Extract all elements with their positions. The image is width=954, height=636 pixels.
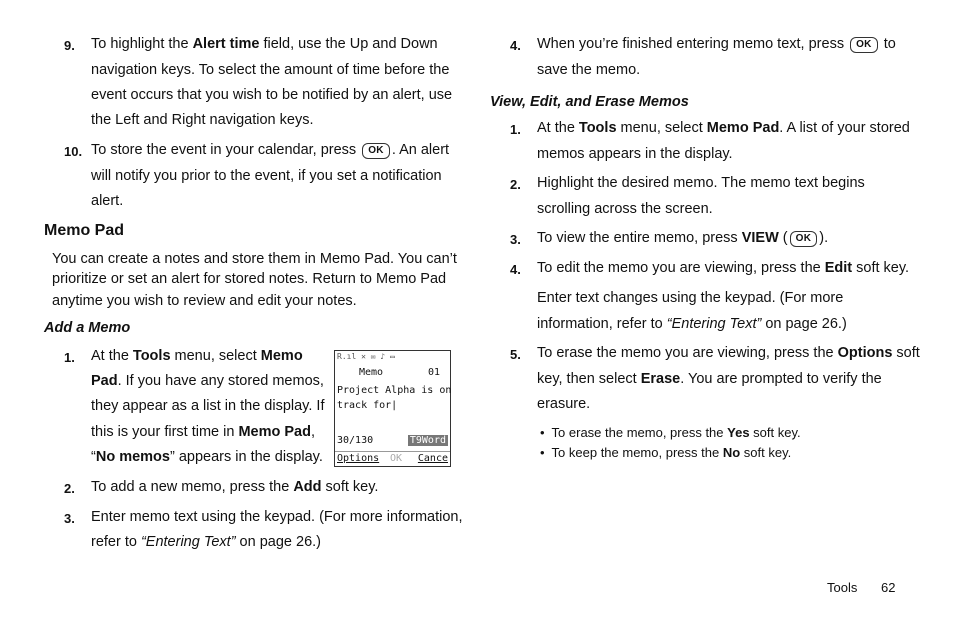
step-number: 10. (64, 144, 83, 159)
step-text: To view the entire memo, press VIEW ( OK ). (537, 230, 829, 246)
step-number: 2. (510, 177, 521, 192)
section-heading: Memo Pad (44, 222, 125, 239)
step-number: 1. (64, 350, 75, 365)
paragraph-line: You can create a notes and store them in Memo Pad. You can’t (52, 251, 457, 267)
subsection-heading: View, Edit, and Erase Memos (490, 94, 689, 110)
step-text: Highlight the desired memo. The memo text begins (537, 175, 865, 191)
paragraph-line: anytime you wish to review and edit your notes. (52, 293, 357, 309)
step-number: 9. (64, 38, 75, 53)
ok-key-icon: OK (362, 143, 390, 159)
step-text: the Left and Right navigation keys. (91, 112, 314, 128)
step-text: navigation keys. To select the amount of time before the (91, 62, 450, 78)
input-mode-badge: T9Word (409, 435, 446, 446)
bullet-item: • To erase the memo, press the Yes soft key. (540, 425, 801, 440)
step-text: information, refer to “Entering Text” on page 26.) (537, 316, 847, 332)
bullet-item: • To keep the memo, press the No soft key. (540, 445, 792, 460)
phone-screen-image (334, 350, 451, 467)
softkey-bar (335, 451, 450, 466)
step-text: Pad. If you have any stored memos, (91, 373, 324, 389)
char-count: 30/130 (337, 435, 374, 446)
step-text: key, then select Erase. You are prompted to verify the (537, 371, 882, 387)
step-text: To erase the memo you are viewing, press the Options soft (537, 345, 920, 361)
step-number: 3. (510, 232, 521, 247)
step-text: they appear as a list in the display. If (91, 398, 325, 414)
ok-key-icon: OK (790, 231, 818, 247)
softkey-ok: OK (390, 453, 403, 464)
step-text: alert. (91, 193, 124, 209)
step-text: will notify you prior to the event, if you set a notification (91, 168, 442, 184)
step-text: save the memo. (537, 62, 641, 78)
step-number: 4. (510, 262, 521, 277)
subsection-heading: Add a Memo (44, 320, 131, 336)
step-number: 1. (510, 122, 521, 137)
step-text: Enter text changes using the keypad. (For more (537, 290, 844, 306)
step-text: event occurs that you wish to be notified by an alert, use (91, 87, 453, 103)
step-text: To store the event in your calendar, press OK . An alert (91, 142, 450, 158)
step-text: To edit the memo you are viewing, press the Edit soft key. (537, 260, 910, 276)
step-text: When you’re finished entering memo text, press OK to (537, 36, 896, 52)
step-text: erasure. (537, 396, 591, 412)
screen-title: Memo (359, 367, 384, 378)
softkey-cancel: Cance (417, 453, 448, 464)
step-text: To highlight the Alert time field, use the Up and Down (91, 36, 438, 52)
step-text: this is your first time in Memo Pad, (91, 424, 315, 440)
step-text: “No memos” appears in the display. (91, 449, 323, 465)
step-text: scrolling across the screen. (537, 201, 713, 217)
memo-text: Project Alpha is on track for| (337, 385, 452, 411)
paragraph-line: prioritize or set an alert for stored notes. Return to Memo Pad (52, 271, 447, 287)
step-text: refer to “Entering Text” on page 26.) (91, 534, 321, 550)
memo-number: 01 (427, 367, 440, 378)
step-number: 2. (64, 481, 75, 496)
step-number: 5. (510, 347, 521, 362)
ok-key-icon: OK (850, 37, 878, 53)
step-number: 3. (64, 511, 75, 526)
status-bar: R.ıl ✕ ✉ ♪ ▭ (337, 352, 395, 361)
softkey-options: Options (337, 453, 380, 464)
step-text: memos appears in the display. (537, 146, 733, 162)
step-text: Enter memo text using the keypad. (For more information, (91, 509, 463, 525)
step-number: 4. (510, 38, 521, 53)
step-text: To add a new memo, press the Add soft key. (91, 479, 379, 495)
step-text: At the Tools menu, select Memo (91, 348, 303, 364)
page-number: 62 (881, 580, 896, 595)
step-text: At the Tools menu, select Memo Pad. A list of your stored (537, 120, 910, 136)
footer-section-name: Tools (827, 580, 858, 595)
